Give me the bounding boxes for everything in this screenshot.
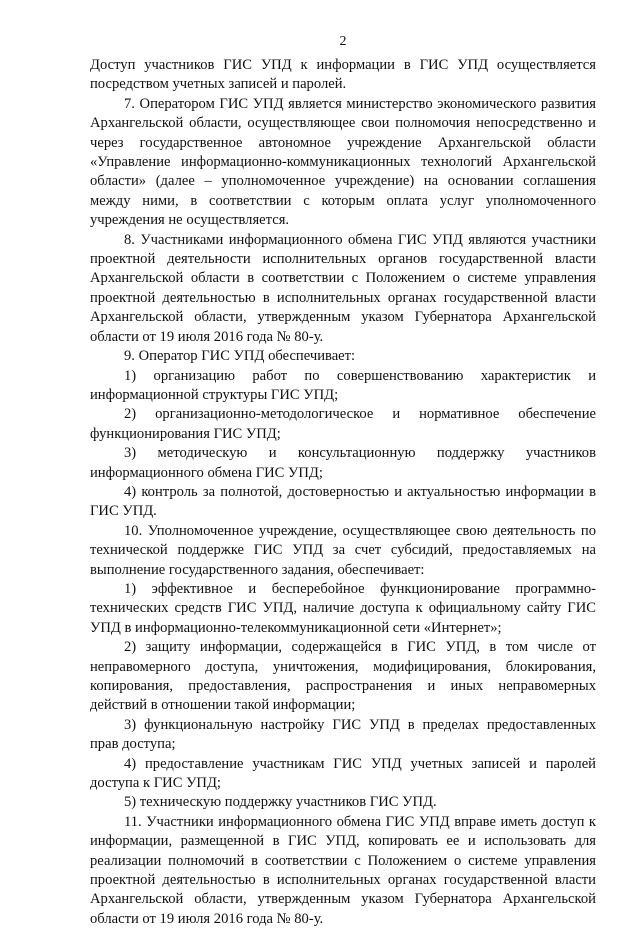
list-item-10-2: 2) защиту информации, содержащейся в ГИС УПД, в том числе от неправомерного доступа, уничтожения, модифицирования, блокирования, копирования, предоставления, распространения и иных неправомерных действий в отношении такой информации;: [90, 639, 596, 714]
list-item-9-3: 3) методическую и консультационную поддержку участников информационного обмена ГИС УПД;: [90, 445, 596, 481]
paragraph-item-8: 8. Участниками информационного обмена ГИС УПД являются участники проектной деятельности исполнительных органов государственной власти Архангельской области в соответствии с Положением о системе управления проектной деятельностью в исполнительных органах государственной власти Архангельской области, утвержденным указом Губернатора Архангельской области от 19 июля 2016 года № 80-у.: [90, 231, 596, 345]
paragraph-item-11: 11. Участники информационного обмена ГИС УПД вправе иметь доступ к информации, размещенной в ГИС УПД, копировать ее и использовать для реализации полномочий в соответствии с Положением о системе управления проектной деятельностью в исполнительных органах государственной власти Архангельской области, утвержденным указом Губернатора Архангельской области от 19 июля 2016 года № 80-у.: [90, 813, 596, 927]
list-item-9-2: 2) организационно-методологическое и нормативное обеспечение функционирования ГИС УПД;: [90, 406, 596, 442]
paragraph-access-continuation: Доступ участников ГИС УПД к информации в ГИС УПД осуществляется посредством учетных записей и паролей.: [90, 57, 596, 93]
list-item-9-1: 1) организацию работ по совершенствованию характеристик и информационной структуры ГИС УПД;: [90, 367, 596, 403]
list-item-10-3: 3) функциональную настройку ГИС УПД в пределах предоставленных прав доступа;: [90, 716, 596, 753]
paragraph-item-10: 10. Уполномоченное учреждение, осуществляющее свою деятельность по технической поддержке ГИС УПД за счет субсидий, предоставляемых на выполнение государственного задания, обеспечивает:: [90, 522, 596, 578]
paragraph-item-9: 9. Оператор ГИС УПД обеспечивает:: [124, 348, 356, 365]
list-item-10-1: 1) эффективное и бесперебойное функционирование программно-технических средств ГИС УПД, наличие доступа к официальному сайту ГИС УПД в информационно-телекоммуникационной сети «Интернет»;: [90, 580, 596, 636]
list-item-10-5: 5) техническую поддержку участников ГИС УПД.: [124, 794, 437, 811]
paragraph-item-7: 7. Оператором ГИС УПД является министерство экономического развития Архангельской области, осуществляющее свои полномочия непосредственно и через государственное автономное учреждение Архангельской области «Управление информационно-коммуникационных технологий Архангельской области» (далее – уполномоченное учреждение) на основании соглашения между ними, в соответствии с которым оплата услуг уполномоченного учреждения не осуществляется.: [90, 95, 596, 229]
page-number: 2: [339, 34, 347, 49]
list-item-9-4: 4) контроль за полнотой, достоверностью и актуальностью информации в ГИС УПД.: [90, 483, 596, 520]
list-item-10-4: 4) предоставление участникам ГИС УПД учетных записей и паролей доступа к ГИС УПД;: [90, 755, 596, 792]
